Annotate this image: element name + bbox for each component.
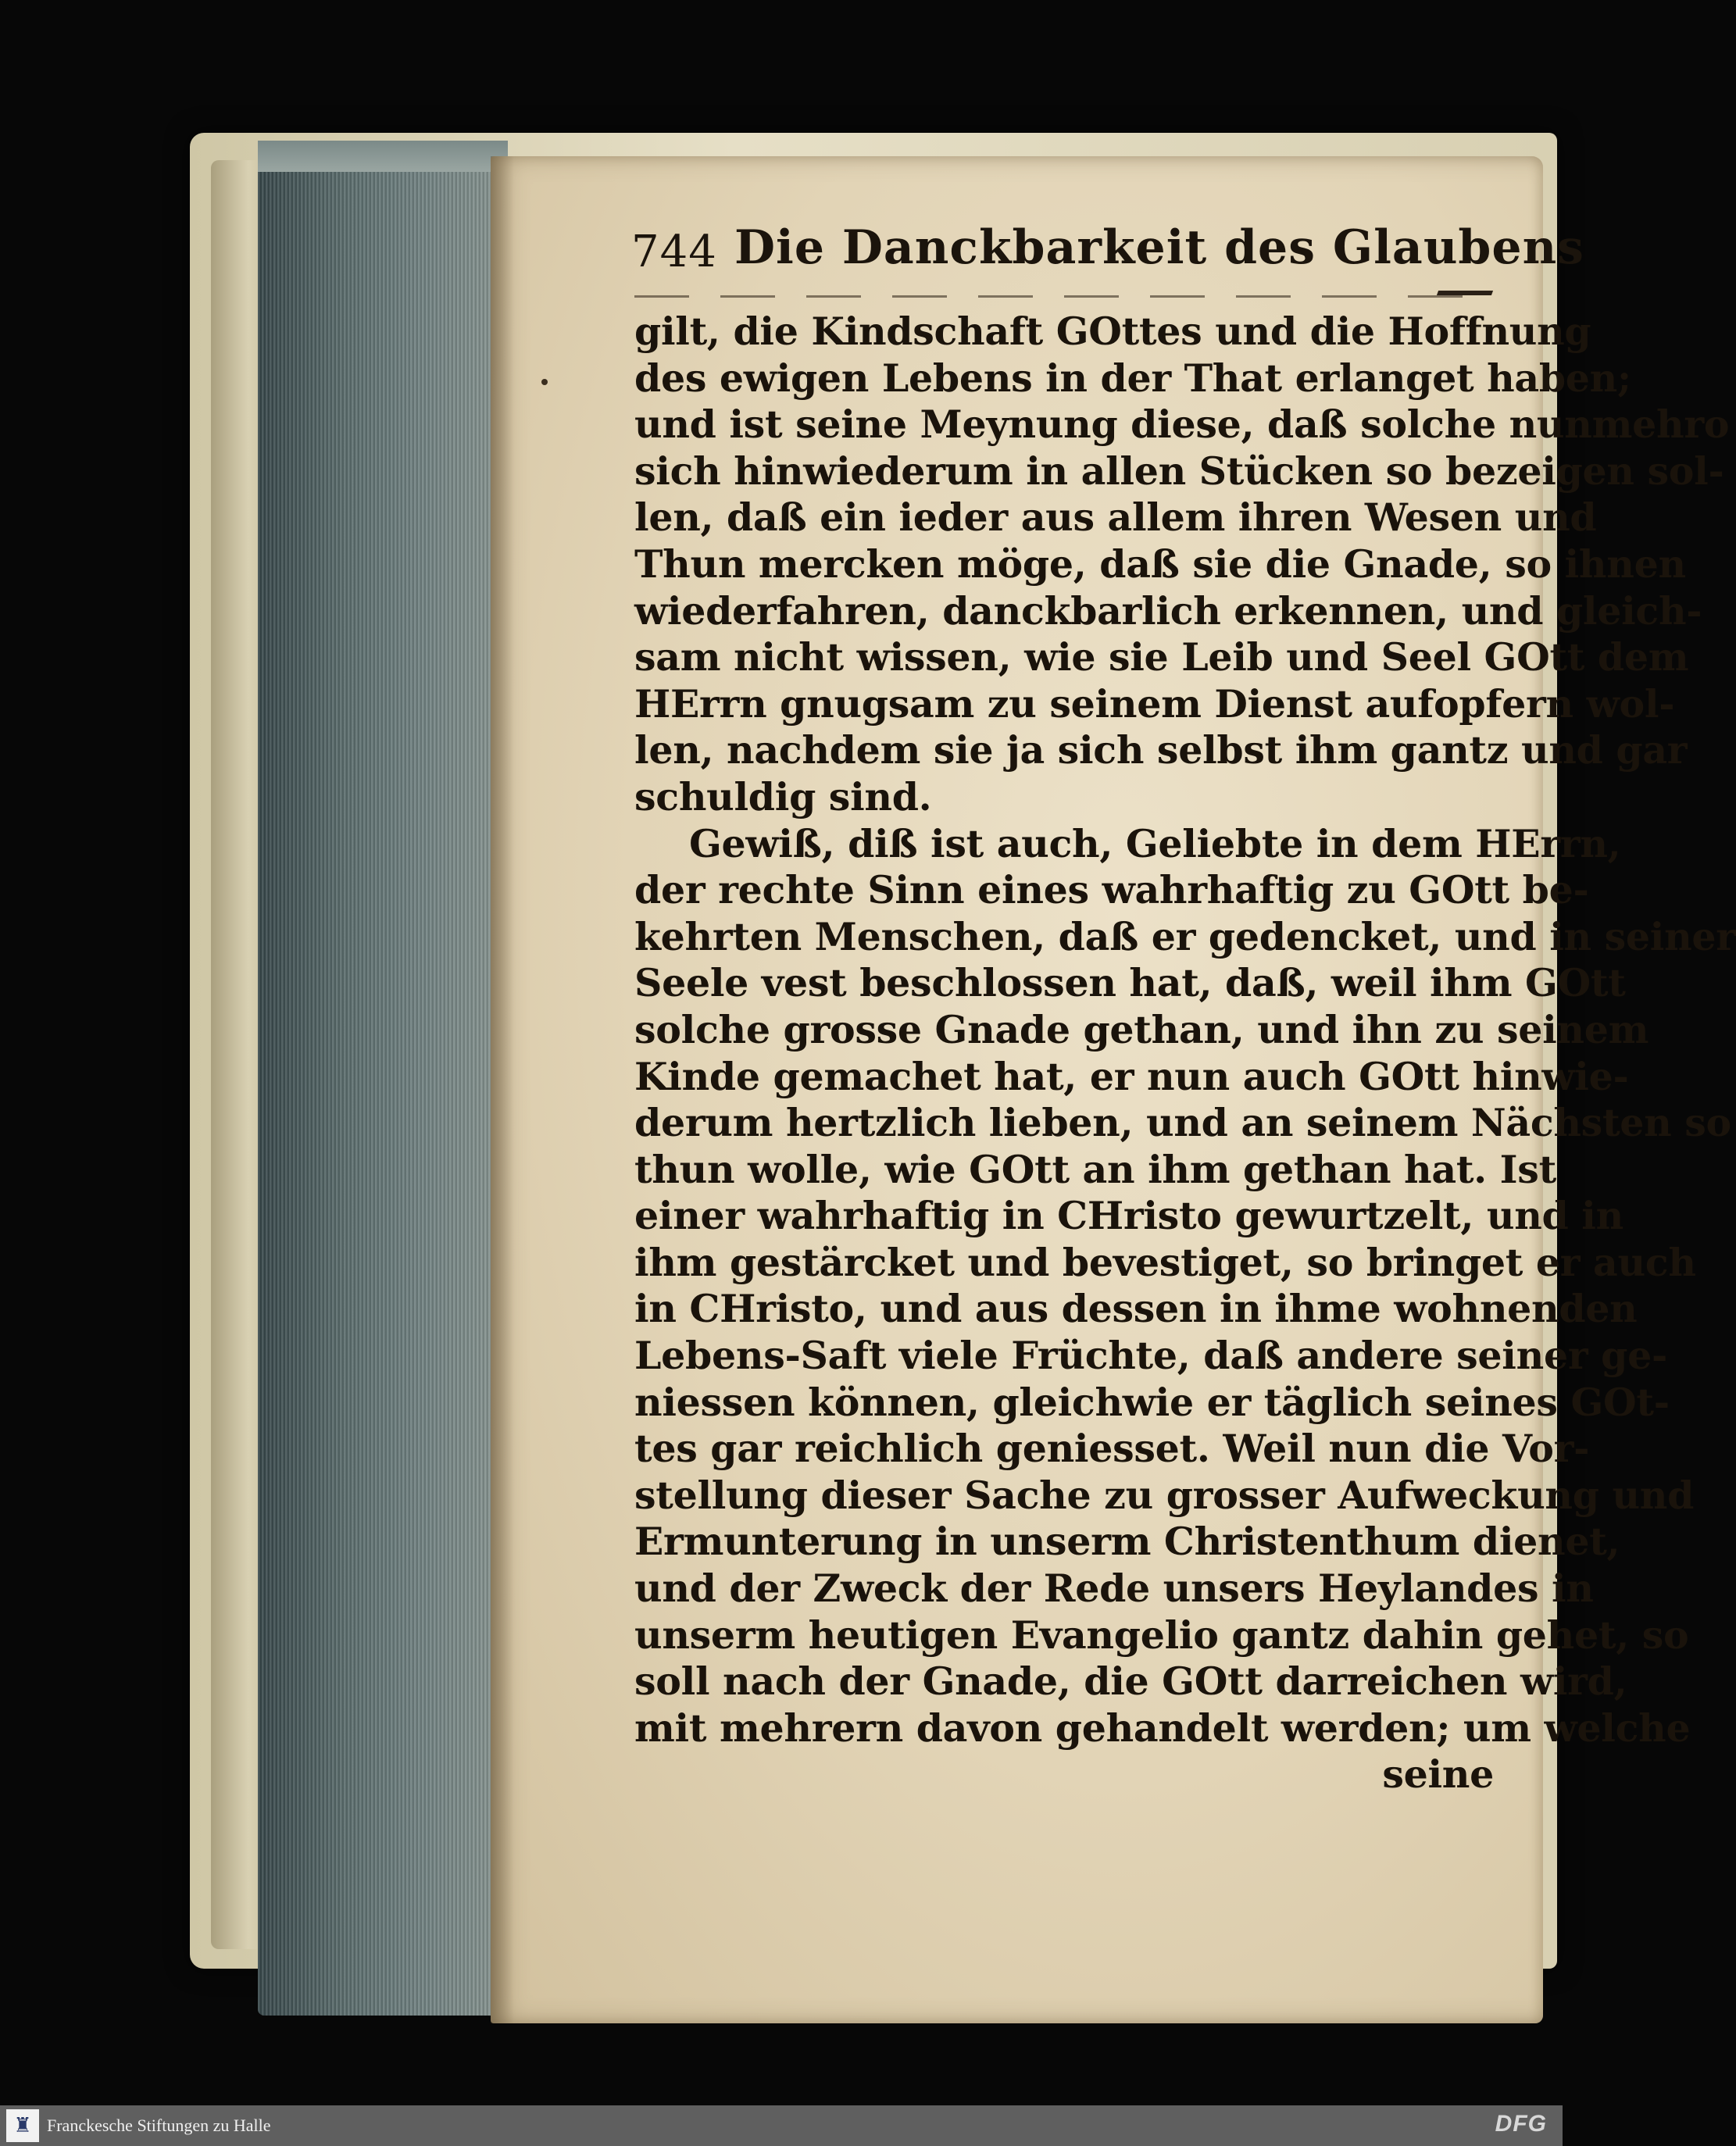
text-line: wiederfahren, danckbarlich erkennen, und gleich- bbox=[634, 587, 1702, 634]
text-line: unserm heutigen Evangelio gantz dahin gehet, so bbox=[634, 1612, 1689, 1658]
viewer-footer bbox=[0, 2105, 1563, 2146]
page-edges-top bbox=[258, 141, 508, 172]
text-line: thun wolle, wie GOtt an ihm gethan hat. Ist bbox=[634, 1146, 1556, 1192]
text-line: Seele vest beschlossen hat, daß, weil ihm GOtt bbox=[634, 960, 1626, 1006]
text-line: len, daß ein ieder aus allem ihren Wesen und bbox=[634, 495, 1597, 541]
institution-logo-icon[interactable]: ♜ bbox=[6, 2109, 39, 2142]
text-line: kehrten Menschen, daß er gedencket, und in seiner bbox=[634, 913, 1736, 959]
text-line: sich hinwiederum in allen Stücken so bezeigen sol- bbox=[634, 448, 1724, 494]
text-line: ihm gestärcket und bevestiget, so bringet er auch bbox=[634, 1239, 1696, 1285]
text-block bbox=[634, 309, 1736, 1798]
text-line: und ist seine Meynung diese, daß solche nunmehro bbox=[634, 402, 1730, 448]
margin-dot bbox=[541, 379, 548, 385]
paragraph-start-line: Gewiß, diß ist auch, Geliebte in dem HErrn, bbox=[689, 820, 1621, 866]
text-line: des ewigen Lebens in der That erlanget haben; bbox=[634, 355, 1631, 401]
text-line: der rechte Sinn eines wahrhaftig zu GOtt be- bbox=[634, 867, 1589, 913]
page-edges bbox=[258, 141, 500, 2016]
text-line: in CHristo, und aus dessen in ihme wohnenden bbox=[634, 1286, 1638, 1332]
text-line: Ermunterung in unserm Christenthum dienet, bbox=[634, 1519, 1620, 1565]
text-line: HErrn gnugsam zu seinem Dienst aufopfern wol- bbox=[634, 680, 1675, 727]
page-number: 744 bbox=[631, 227, 717, 277]
text-line: einer wahrhaftig in CHristo gewurtzelt, und in bbox=[634, 1193, 1623, 1239]
text-line: Thun mercken möge, daß sie die Gnade, so ihnen bbox=[634, 541, 1686, 587]
text-line: Lebens-Saft viele Früchte, daß andere seiner ge- bbox=[634, 1333, 1667, 1379]
text-line: solche grosse Gnade gethan, und ihn zu seinem bbox=[634, 1006, 1649, 1052]
gutter-shadow bbox=[491, 156, 514, 2023]
text-line: und der Zweck der Rede unsers Heylandes in bbox=[634, 1566, 1594, 1612]
header-rule bbox=[634, 295, 1492, 298]
text-line: gilt, die Kindschaft GOttes und die Hoffnung bbox=[634, 309, 1591, 354]
dfg-logo[interactable]: DFG bbox=[1495, 2111, 1547, 2137]
catchword: seine bbox=[1382, 1751, 1494, 1798]
running-head: Die Danckbarkeit des Glaubens bbox=[734, 220, 1584, 275]
text-line: len, nachdem sie ja sich selbst ihm gantz und gar bbox=[634, 727, 1688, 773]
text-line: soll nach der Gnade, die GOtt darreichen wird, bbox=[634, 1659, 1627, 1705]
text-line: derum hertzlich lieben, und an seinem Nächsten so bbox=[634, 1100, 1731, 1146]
text-line: tes gar reichlich geniesset. Weil nun die Vor- bbox=[634, 1426, 1590, 1472]
text-line: sam nicht wissen, wie sie Leib und Seel GOtt dem bbox=[634, 634, 1689, 680]
institution-name[interactable]: Franckesche Stiftungen zu Halle bbox=[47, 2116, 271, 2135]
text-line: stellung dieser Sache zu grosser Aufweckung und bbox=[634, 1472, 1695, 1518]
text-line: niessen können, gleichwie er täglich seines GOt- bbox=[634, 1379, 1670, 1425]
text-line: Kinde gemachet hat, er nun auch GOtt hinwie- bbox=[634, 1053, 1629, 1099]
text-line: mit mehrern davon gehandelt werden; um welche bbox=[634, 1705, 1691, 1751]
header-rule-tick bbox=[1437, 291, 1493, 295]
text-line: schuldig sind. bbox=[634, 773, 932, 819]
